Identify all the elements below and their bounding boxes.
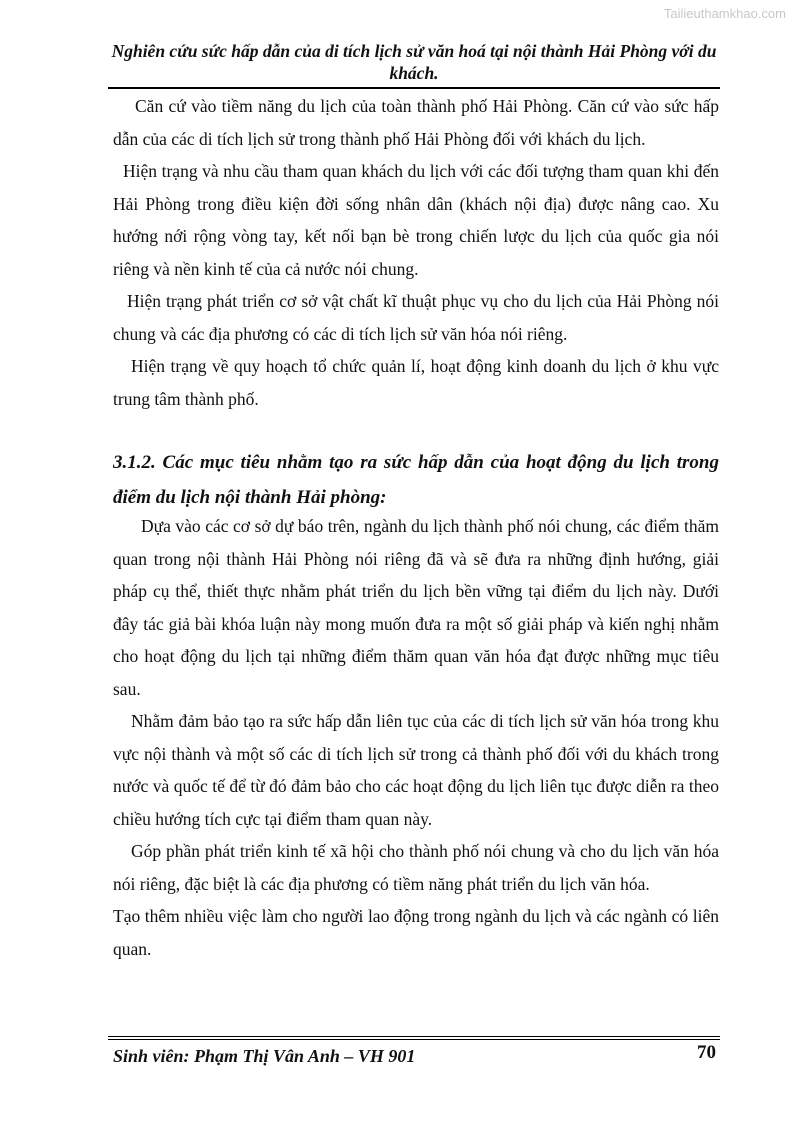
paragraph: Hiện trạng về quy hoạch tổ chức quản lí, hoạt động kinh doanh du lịch ở khu vực trung tâm thành phố. bbox=[113, 356, 719, 409]
paragraph: Hiện trạng phát triển cơ sở vật chất kĩ thuật phục vụ cho du lịch của Hải Phòng nói chung và các địa phương có các di tích lịch sử văn hóa nói riêng. bbox=[113, 291, 719, 344]
footer-student-name: Sinh viên: Phạm Thị Vân Anh – VH 901 bbox=[113, 1046, 416, 1066]
paragraph: Dựa vào các cơ sở dự báo trên, ngành du lịch thành phố nói chung, các điểm thăm quan trong nội thành Hải Phòng nói riêng đã và sẽ đưa ra những định hướng, giải pháp cụ thể, thiết thực nhằm phát triển du lịch bền vững tại điểm du lịch này. Dưới đây tác giả bài khóa luận này mong muốn đưa ra một số giải pháp và kiến nghị nhằm cho hoạt động du lịch tại những điểm thăm quan văn hóa đạt được những mục tiêu sau. bbox=[113, 516, 719, 699]
paragraph: Căn cứ vào tiềm năng du lịch của toàn thành phố Hải Phòng. Căn cứ vào sức hấp dẫn của các di tích lịch sử trong thành phố Hải Phòng đối với khách du lịch. bbox=[113, 96, 719, 149]
watermark-text: Tailieuthamkhao.com bbox=[663, 6, 786, 21]
footer-divider bbox=[108, 1036, 720, 1037]
paragraph: Tạo thêm nhiều việc làm cho người lao động trong ngành du lịch và các ngành có liên quan. bbox=[113, 906, 719, 959]
footer-divider bbox=[108, 1039, 720, 1040]
paragraph: Nhằm đảm bảo tạo ra sức hấp dẫn liên tục của các di tích lịch sử văn hóa trong khu vực nội thành và một số các di tích lịch sử trong cả thành phố đối với du khách trong nước và quốc tế để từ đó đảm bảo cho các hoạt động du lịch liên tục được diễn ra theo chiều hướng tích cực tại điểm tham quan này. bbox=[113, 711, 719, 829]
paragraph: Góp phần phát triển kinh tế xã hội cho thành phố nói chung và cho du lịch văn hóa nói riêng, đặc biệt là các địa phương có tiềm năng phát triển du lịch văn hóa. bbox=[113, 841, 719, 894]
section-heading: 3.1.2. Các mục tiêu nhằm tạo ra sức hấp dẫn của hoạt động du lịch trong điểm du lịch nội thành Hải phòng: bbox=[113, 452, 719, 508]
paragraph: Hiện trạng và nhu cầu tham quan khách du lịch với các đối tượng tham quan khi đến Hải Phòng trong điều kiện đời sống nhân dân (khách nội địa) được nâng cao. Xu hướng nới rộng vòng tay, kết nối bạn bè trong chiến lược du lịch của quốc gia nói riêng và nền kinh tế của cả nước nói chung. bbox=[113, 161, 719, 279]
section-paragraphs bbox=[113, 510, 719, 965]
intro-paragraphs bbox=[113, 90, 719, 415]
header-divider bbox=[108, 87, 720, 89]
page-number: 70 bbox=[697, 1042, 716, 1063]
page-header-title: Nghiên cứu sức hấp dẫn của di tích lịch sử văn hoá tại nội thành Hải Phòng với du khách. bbox=[111, 41, 717, 83]
